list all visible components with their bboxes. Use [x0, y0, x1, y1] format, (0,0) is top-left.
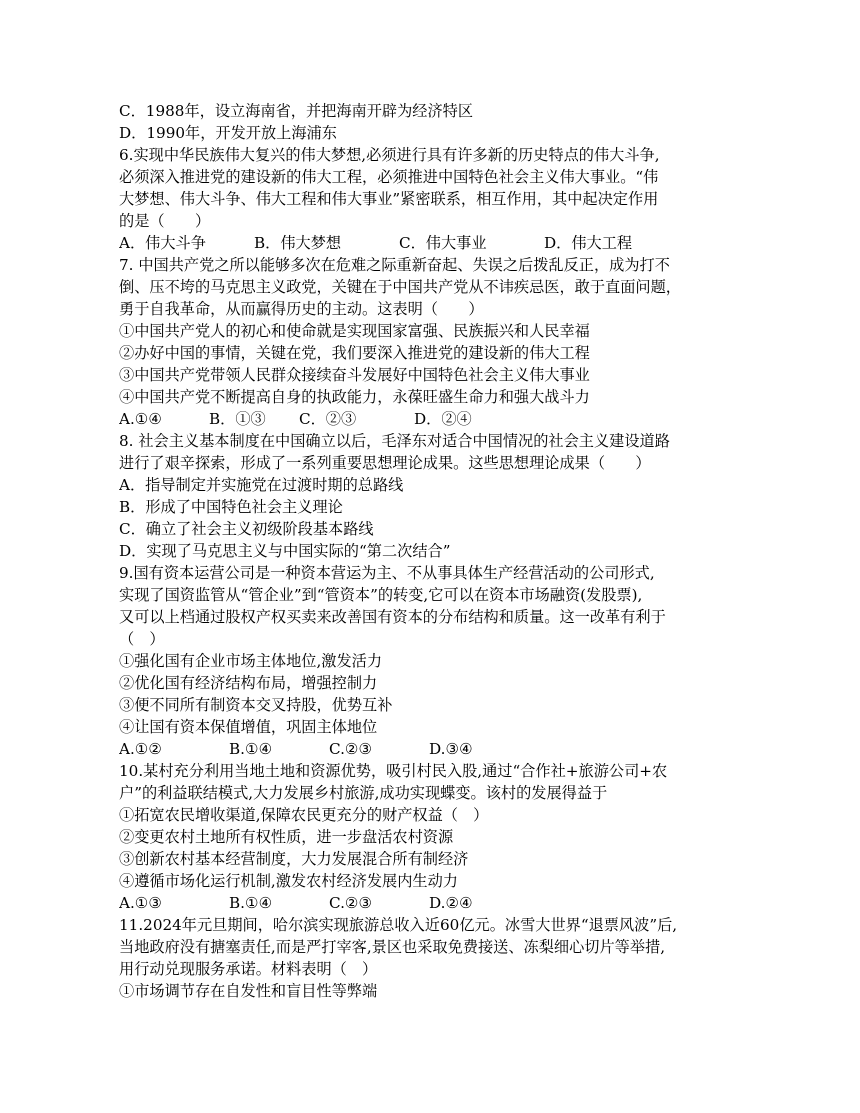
option-a: A.①② [119, 740, 163, 758]
q9-stem-line: 又可以上档通过股权产权买卖来改善国有资本的分布结构和质量。这一改革有利于 [119, 608, 666, 626]
q7-statement: ②办好中国的事情，关键在党，我们要深入推进党的建设新的伟大工程 [119, 344, 590, 362]
q8-option: B．形成了中国特色社会主义理论 [119, 498, 343, 516]
q9-stem-line: （ ） [119, 630, 165, 648]
q11-stem-line: 用行动兑现服务承诺。材料表明（ ） [119, 960, 378, 978]
option-c: C．伟大事业 [399, 234, 487, 252]
q7-statement: ④中国共产党不断提高自身的执政能力，永葆旺盛生命力和强大战斗力 [119, 388, 590, 406]
q7-stem-line: 倒、压不垮的马克思主义政党，关键在于中国共产党从不讳疾忌医，敢于直面问题， [119, 278, 681, 296]
q10-statement: ①拓宽农民增收渠道,保障农民更充分的财产权益（ ） [119, 806, 489, 824]
q6-stem-line: 必须深入推进党的建设新的伟大工程，必须推进中国特色社会主义伟大事业。“伟 [119, 168, 659, 186]
option-c: C.②③ [329, 740, 373, 758]
q9-options [119, 738, 744, 760]
q7-statement: ①中国共产党人的初心和使命就是实现国家富强、民族振兴和人民幸福 [119, 322, 590, 340]
option-b: B．①③ [209, 410, 266, 428]
text-line: C．1988年，设立海南省，并把海南开辟为经济特区 [119, 102, 474, 120]
option-c: C.②③ [329, 894, 373, 912]
option-a: A.①③ [119, 894, 163, 912]
q10-statement: ②变更农村土地所有权性质，进一步盘活农村资源 [119, 828, 454, 846]
q8-option: A．指导制定并实施党在过渡时期的总路线 [119, 476, 404, 494]
q9-stem-line: 实现了国资监管从“管企业”到“管资本”的转变,它可以在资本市场融资(发股票), [119, 586, 643, 604]
question-text [119, 100, 744, 1002]
option-d: D.②④ [429, 894, 473, 912]
q8-stem-line: 8. 社会主义基本制度在中国确立以后，毛泽东对适合中国情况的社会主义建设道路 [119, 432, 670, 450]
q9-statement: ④让国有资本保值增值，巩固主体地位 [119, 718, 378, 736]
q11-stem-line: 当地政府没有搪塞责任,而是严打宰客,景区也采取免费接送、冻梨细心切片等举措, [119, 938, 666, 956]
q10-stem-line: 10.某村充分利用当地土地和资源优势，吸引村民入股,通过“合作社+旅游公司+农 [119, 762, 668, 780]
q10-statement: ③创新农村基本经营制度，大力发展混合所有制经济 [119, 850, 469, 868]
q8-option: D．实现了马克思主义与中国实际的“第二次结合” [119, 542, 451, 560]
q10-stem-line: 户”的利益联结模式,大力发展乡村旅游,成功实现蝶变。该村的发展得益于 [119, 784, 608, 802]
q6-stem-line: 大梦想、伟大斗争、伟大工程和伟大事业”紧密联系，相互作用，其中起决定作用 [119, 190, 659, 208]
q9-stem-line: 9.国有资本运营公司是一种资本营运为主、不从事具体生产经营活动的公司形式, [119, 564, 655, 582]
q7-stem-line: 7. 中国共产党之所以能够多次在危难之际重新奋起、失误之后拨乱反正，成为打不 [119, 256, 670, 274]
q8-option: C．确立了社会主义初级阶段基本路线 [119, 520, 374, 538]
option-d: D．②④ [414, 410, 472, 428]
q9-statement: ①强化国有企业市场主体地位,激发活力 [119, 652, 383, 670]
option-b: B.①④ [229, 894, 273, 912]
text-line: D．1990年，开发开放上海浦东 [119, 124, 337, 142]
q6-stem-line: 6.实现中华民族伟大复兴的伟大梦想,必须进行具有许多新的历史特点的伟大斗争, [119, 146, 660, 164]
q9-statement: ②优化国有经济结构布局，增强控制力 [119, 674, 378, 692]
q7-options [119, 408, 744, 430]
q6-options [119, 232, 744, 254]
option-d: D．伟大工程 [544, 234, 633, 252]
option-a: A.①④ [119, 410, 163, 428]
q11-stem-line: 11.2024年元旦期间，哈尔滨实现旅游总收入近60亿元。冰雪大世界“退票风波”后, [119, 916, 678, 934]
option-a: A．伟大斗争 [119, 234, 206, 252]
option-b: B.①④ [229, 740, 273, 758]
q9-statement: ③便不同所有制资本交叉持股，优势互补 [119, 696, 393, 714]
option-c: C．②③ [299, 410, 357, 428]
q10-options [119, 892, 744, 914]
option-d: D.③④ [429, 740, 473, 758]
q10-statement: ④遵循市场化运行机制,激发农村经济发展内生动力 [119, 872, 458, 890]
q7-stem-line: 勇于自我革命，从而赢得历史的主动。这表明（ ） [119, 300, 484, 318]
q6-stem-line: 的是（ ） [119, 212, 211, 230]
option-b: B．伟大梦想 [254, 234, 342, 252]
q7-statement: ③中国共产党带领人民群众接续奋斗发展好中国特色社会主义伟大事业 [119, 366, 590, 384]
q11-statement: ①市场调节存在自发性和盲目性等弊端 [119, 982, 378, 1000]
q8-stem-line: 进行了艰辛探索，形成了一系列重要思想理论成果。这些思想理论成果（ ） [119, 454, 651, 472]
